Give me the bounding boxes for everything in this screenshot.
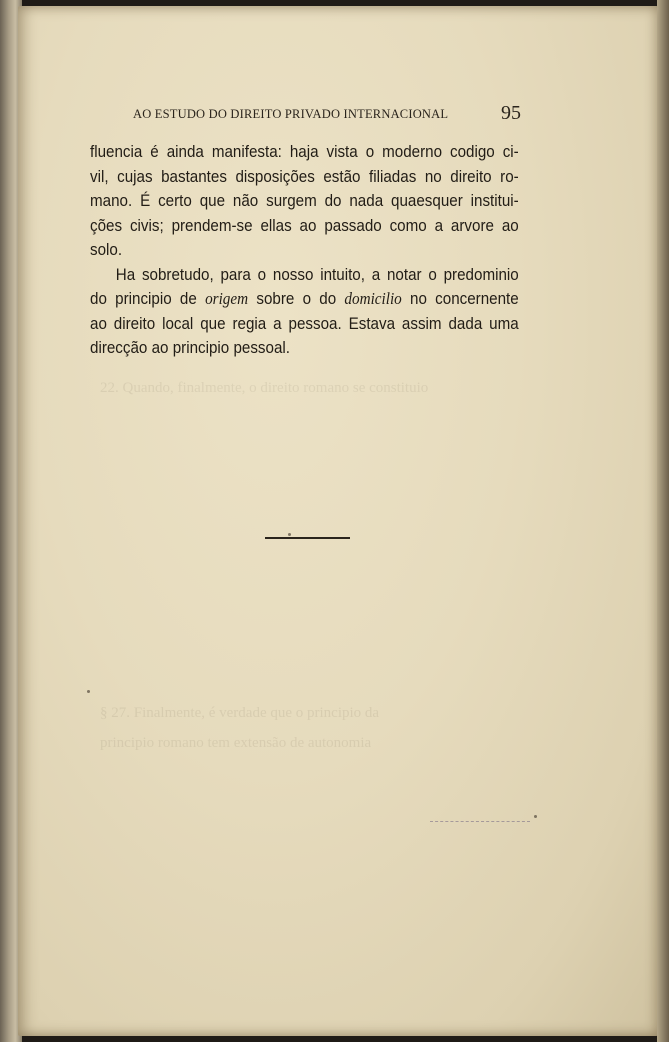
bleed-through-text: principio romano tem extensão de autonomia (100, 735, 372, 751)
ink-speck (534, 815, 537, 818)
text-run: Ha sobretudo, para o nosso intuito, a notar o predominio (115, 265, 519, 284)
text-run: sobre o do (248, 290, 345, 308)
body-text (90, 140, 519, 361)
text-run: ao direito local que regia a pessoa. Estava assim dada uma (90, 314, 519, 333)
bleed-through-text: § 27. Finalmente, é verdade que o principio da (100, 705, 380, 721)
text-line (90, 287, 519, 312)
page-right-edge (657, 0, 669, 1042)
running-head (116, 104, 526, 128)
ink-speck (87, 690, 90, 693)
text-line: vil, cujas bastantes disposições estão filiadas no direito ro- (90, 167, 519, 186)
italic-term: domicilio (344, 289, 402, 308)
text-run: do principio de (90, 290, 206, 308)
text-run: no concernente (401, 290, 519, 308)
text-line: mano. É certo que não surgem do nada quaesquer institui- (90, 192, 519, 210)
section-rule (265, 537, 350, 539)
bleed-through-text: 22. Quando, finalmente, o direito romano se constituio (100, 380, 429, 396)
text-line (90, 263, 519, 288)
paragraph (90, 263, 519, 361)
text-line: solo. (90, 241, 123, 259)
running-title: AO ESTUDO DO DIREITO PRIVADO INTERNACIONAL (133, 107, 449, 121)
text-line: fluencia é ainda manifesta: haja vista o moderno codigo ci- (90, 143, 519, 161)
pencil-mark (430, 815, 530, 822)
text-line: ções civis; prendem-se ellas ao passado como a arvore ao (90, 216, 519, 235)
italic-term: origem (205, 289, 249, 308)
text-run: direcção ao principio pessoal. (90, 339, 290, 357)
ink-speck (288, 533, 291, 536)
text-line (90, 336, 519, 361)
paragraph (90, 140, 519, 263)
page-number: 95 (501, 102, 521, 124)
text-line (90, 312, 519, 337)
